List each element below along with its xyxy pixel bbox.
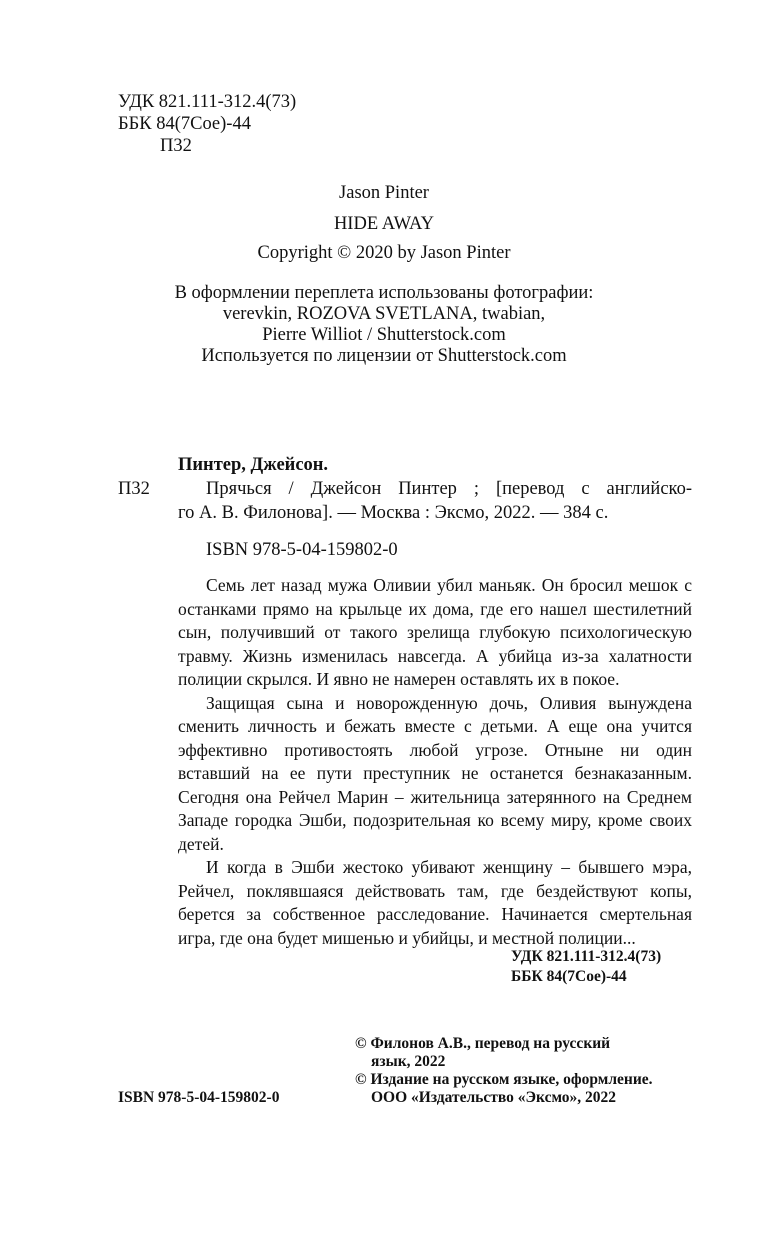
copyright-translator-1: © Филонов А.В., перевод на русский	[355, 1035, 611, 1052]
bbk-code-bottom: ББК 84(7Сое)-44	[511, 968, 627, 985]
bbk-code: ББК 84(7Сое)-44	[118, 114, 251, 134]
copyright-translator-2: язык, 2022	[371, 1053, 446, 1070]
udk-code: УДК 821.111-312.4(73)	[118, 92, 297, 112]
catalog-isbn: ISBN 978-5-04-159802-0	[206, 540, 398, 560]
credits-line-2: verevkin, ROZOVA SVETLANA, twabian,	[222, 304, 546, 324]
copyright-publisher-1: © Издание на русском языке, оформление.	[355, 1071, 653, 1088]
original-copyright: Copyright © 2020 by Jason Pinter	[257, 243, 511, 263]
annotation-paragraph-3: И когда в Эшби жестоко убивают женщину – бывшего мэра, Рейчел, поклявшаяся действовать там, где бездействуют копы, берется за собственное расследование. Начинается смертельная игра, где она будет мишенью и убийцы, и местной полиции...	[178, 857, 692, 948]
catalog-line-1: Прячься / Джейсон Пинтер ; [перевод с английско-	[206, 479, 692, 499]
original-author: Jason Pinter	[339, 183, 429, 203]
catalog-mark: П32	[118, 479, 150, 499]
annotation-paragraph-1: Семь лет назад мужа Оливии убил маньяк. Он бросил мешок с останками прямо на крыльце их дома, где его нашел шестилетний сын, получивший от такого зрелища глубокую психологическую травму. Жизнь изменилась навсегда. А убийца из-за халатности полиции скрылся. И явно не намерен оставлять их в покое.	[178, 575, 692, 689]
original-title: HIDE AWAY	[333, 214, 435, 234]
credits-line-1: В оформлении переплета использованы фотографии:	[174, 283, 594, 303]
annotation-paragraph-2: Защищая сына и новорожденную дочь, Оливия вынуждена сменить личность и бежать вместе с детьми. А еще она учится эффективно противостоять любой угрозе. Отныне ни один вставший на ее пути преступник не останется безнаказанным. Сегодня она Рейчел Марин – жительница затерянного на Среднем Западе городка Эшби, подозрительная ко всему миру, кроме своих детей.	[178, 692, 692, 854]
credits-line-4: Используется по лицензии от Shutterstock.com	[201, 346, 567, 366]
catalog-line-2: го А. В. Филонова]. — Москва : Эксмо, 2022. — 384 с.	[178, 503, 609, 523]
copyright-publisher-2: ООО «Издательство «Эксмо», 2022	[371, 1089, 617, 1106]
credits-line-3: Pierre Williot / Shutterstock.com	[262, 325, 506, 345]
footer-isbn: ISBN 978-5-04-159802-0	[118, 1089, 280, 1106]
annotation	[178, 574, 692, 950]
catalog-heading: Пинтер, Джейсон.	[178, 455, 329, 475]
author-mark: П32	[160, 136, 192, 156]
udk-code-bottom: УДК 821.111-312.4(73)	[511, 948, 662, 965]
